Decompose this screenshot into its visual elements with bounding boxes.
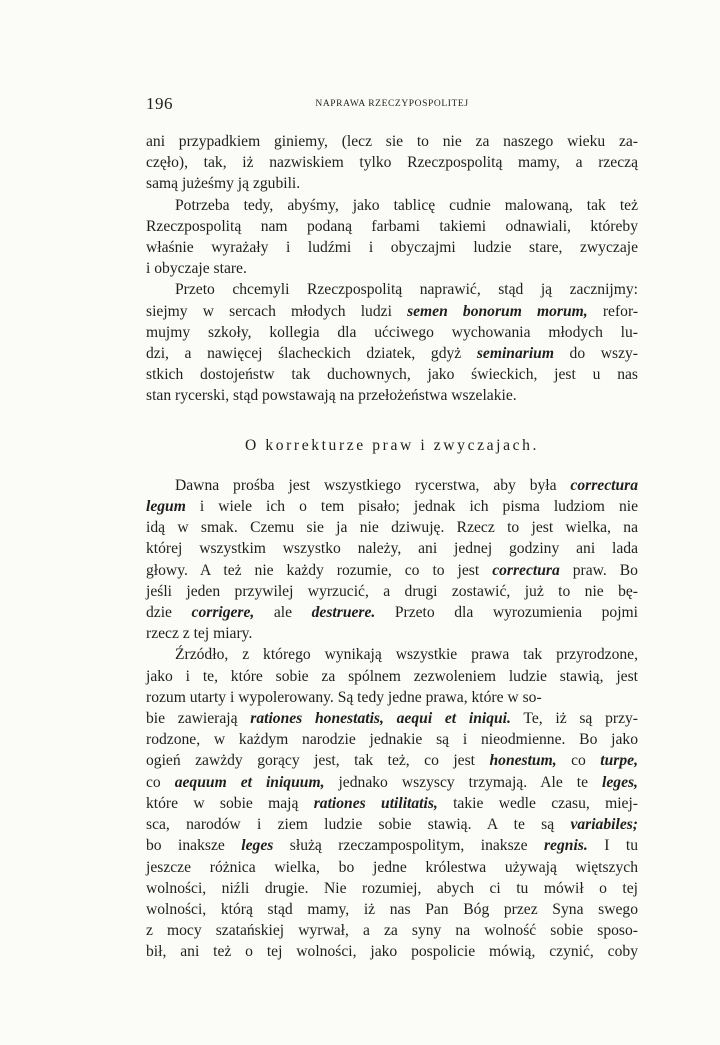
text-line [146,385,638,406]
italic-phrase: aequum et iniquum, [174,773,325,791]
text-run: jako i te, które sobie za spólnem zezwoleniem ludzie stawią, jest [146,667,638,685]
italic-phrase: semen bonorum morum, [407,302,588,320]
text-line [146,237,638,258]
italic-phrase: turpe, [600,752,638,770]
text-run: bie zawierają [146,710,251,728]
text-run: do wszy- [553,345,638,363]
text-line [146,899,638,920]
text-line [146,517,638,538]
text-line [146,793,638,814]
text-run: stkich dostojeństw tak duchownych, jako świeckich, jest u nas [146,366,638,384]
page-header [146,94,638,118]
text-run: której wszystkim wszystko należy, ani jednej godziny ani lada [146,540,638,558]
text-line [146,857,638,878]
italic-phrase: honestum, [489,752,557,770]
text-line [146,279,638,300]
text-run: stan rycerski, stąd powstawają na przełożeństwa wszelakie. [146,387,517,405]
text-run: wolności, niźli drugie. Nie rozumiej, abych ci tu mówił o tej [146,879,638,897]
italic-phrase: destruere. [311,604,376,622]
text-run: właśnie wyrażały i ludźmi i obyczajmi ludzie stare, zwyczaje [146,239,638,257]
text-line [146,301,638,322]
text-run: co [146,773,175,791]
text-line [146,475,638,496]
text-run: dzie [146,604,192,622]
text-line [146,772,638,793]
text-line [146,920,638,941]
text-run: rodzone, w każdym narodzie jednakie są i nieodmienne. Bo jako [146,731,638,749]
text-line [146,538,638,559]
text-run: bo inaksze [146,837,242,855]
text-run: takie wedle czasu, miej- [437,794,638,812]
text-run: I tu [587,837,638,855]
text-run: jednako wszyscy trzymają. Ale te [324,773,603,791]
text-run: jeszcze różnica wielka, bo jedne królestwa używają więtszych [146,858,638,876]
text-run: ani przypadkiem giniemy, (lecz sie to nie za naszego wieku za- [146,133,638,150]
text-line [146,152,638,173]
text-run: dzi, a nawięcej ślacheckich dziatek, gdyż [146,345,477,363]
text-line [146,322,638,343]
italic-phrase: correctura [492,561,560,579]
text-line [146,343,638,364]
text-run: rozum utarty i wypolerowany. Są tedy jedne prawa, które w so- [146,688,542,706]
italic-phrase: regnis. [543,837,588,855]
text-line [146,258,638,279]
text-line [146,708,638,729]
section-heading: O korrekturze praw i zwyczajach. [244,436,540,454]
text-run: Potrzeba tedy, abyśmy, jako tablicę cudnie malowaną, tak też [175,196,638,214]
text-run: Dawna prośba jest wszystkiego rycerstwa, aby była [175,476,571,494]
italic-phrase: seminarium [476,345,554,363]
text-run: Przeto chcemyli Rzeczpospolitą naprawić, stąd ją zacznijmy: [175,281,638,299]
italic-phrase: variabiles; [570,816,638,834]
text-run: idą w smak. Czemu sie ja nie dziwuję. Rzecz to jest wielka, na [146,519,638,537]
text-line [146,581,638,602]
text-run: praw. Bo [559,561,638,579]
text-line [146,750,638,771]
text-run: siejmy w sercach młodych ludzi [146,302,408,320]
text-line [146,602,638,623]
text-run: Przeto dla wyrozumienia pojmi [375,604,638,622]
text-line [146,216,638,237]
text-run: ogień zawżdy gorący jest, tak też, co jest [146,752,490,770]
italic-phrase: rationes utilitatis, [313,794,438,812]
text-run: głowy. A też nie każdy rozumie, co to jest [146,561,493,579]
text-line [146,835,638,856]
text-line [146,814,638,835]
text-line [146,364,638,385]
text-run: i obyczaje stare. [146,260,247,278]
text-run: sca, narodów i ziem ludzie sobie stawią. A te są [146,816,571,834]
running-title: NAPRAWA RZECZYPOSPOLITEJ [315,99,469,109]
italic-phrase: legum [146,498,186,516]
text-run: z mocy szatańskiej wyrwał, a za syny na wolność sobie sposo- [146,922,638,940]
paragraph-block-1 [146,131,638,407]
text-run: samą jużeśmy ją zgubili. [146,175,301,193]
text-line [146,496,638,517]
paragraph-block-2 [146,475,638,963]
text-run: i wiele ich o tem pisało; jednak ich pisma ludziom nie [185,498,638,516]
italic-phrase: rationes honestatis, aequi et iniqui. [250,710,511,728]
text-line [146,878,638,899]
text-run: wolności, którą stąd mamy, iż nas Pan Bóg przez Syna swego [146,900,638,918]
text-line [146,729,638,750]
text-line [146,131,638,152]
text-run: refor- [587,302,639,320]
text-line [146,623,638,644]
body-text [146,131,638,963]
text-run: bił, ani też o tej wolności, jako pospolicie mówią, czynić, coby [146,943,638,961]
page-number: 196 [146,94,173,113]
text-line [146,644,638,665]
text-run: mujmy szkoły, kollegia dla ućciwego wychowania młodych lu- [146,323,638,341]
text-line [146,941,638,962]
text-line [146,560,638,581]
text-line [146,195,638,216]
text-run: co [556,752,601,770]
text-run: Rzeczpospolitą nam podaną farbami takiemi odnawiali, któreby [146,217,638,235]
italic-phrase: leges, [602,773,638,791]
italic-phrase: correctura [570,476,638,494]
text-run: częło), tak, iż nazwiskiem tylko Rzeczpospolitą mamy, a rzeczą [146,154,638,172]
text-run: rzecz z tej miary. [146,625,253,643]
text-run: ale [254,604,312,622]
text-run: służą rzeczampospolitym, inaksze [273,837,544,855]
text-run: które w sobie mają [146,794,314,812]
text-run: Źrzódło, z którego wynikają wszystkie prawa tak przyrodzone, [175,646,638,664]
text-line [146,687,638,708]
text-line [146,173,638,194]
italic-phrase: corrigere, [191,604,255,622]
text-run: jeśli jeden przywilej wyrzucić, a drugi zostawić, już to nie bę- [146,582,638,600]
text-run: Te, iż są przy- [510,710,638,728]
text-line [146,666,638,687]
italic-phrase: leges [241,837,274,855]
